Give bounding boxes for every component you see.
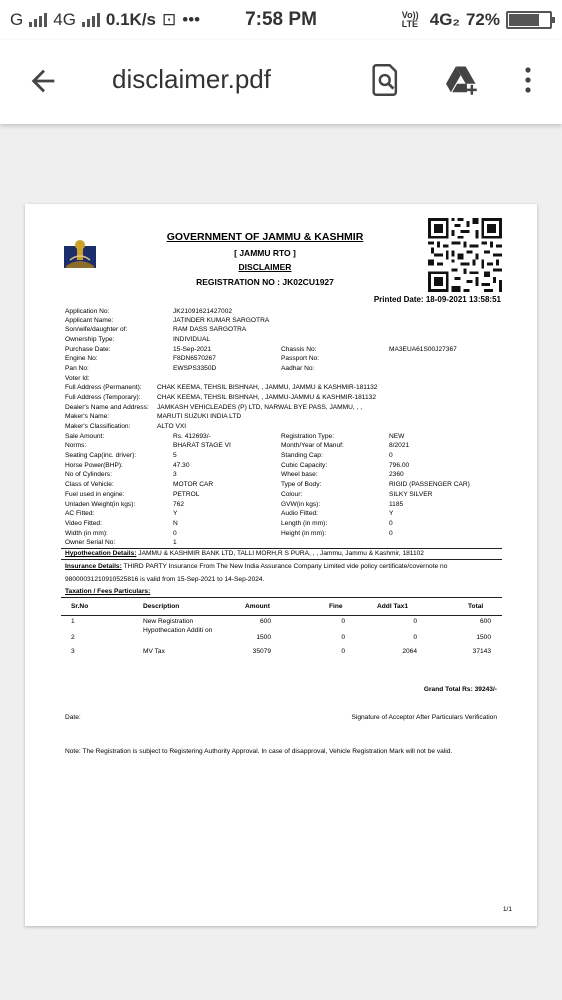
table-cell: New Registration bbox=[143, 618, 194, 625]
registration-number: REGISTRATION NO : JK02CU1927 bbox=[196, 277, 334, 287]
field-label: Colour: bbox=[281, 491, 303, 498]
table-cell: 3 bbox=[71, 648, 75, 655]
table-cell: Hypothecation Additi on bbox=[143, 627, 213, 634]
field-value: INDIVIDUAL bbox=[173, 336, 211, 343]
insurance-label: Insurance Details: THIRD PARTY Insurance From The New India Assurance Company Limited vide policy certificate/covernote no bbox=[65, 563, 448, 570]
divider bbox=[61, 615, 502, 616]
field-value: 1 bbox=[173, 539, 177, 546]
field-label: Applicant Name: bbox=[65, 317, 114, 324]
qr-code-icon bbox=[428, 218, 502, 292]
field-value: ALTO VXI bbox=[157, 423, 187, 430]
field-label: Application No: bbox=[65, 308, 110, 315]
disclaimer-label: DISCLAIMER bbox=[238, 262, 292, 272]
table-cell: 0 bbox=[341, 648, 345, 655]
table-cell: 600 bbox=[479, 618, 491, 625]
field-value: 0 bbox=[389, 530, 393, 537]
field-value: 47.30 bbox=[173, 462, 190, 469]
back-arrow-icon[interactable] bbox=[26, 64, 60, 98]
field-label: GVW(in kgs): bbox=[281, 501, 321, 508]
search-document-icon bbox=[371, 64, 401, 96]
field-label: Aadhar No: bbox=[281, 365, 315, 372]
table-cell: 0 bbox=[341, 634, 345, 641]
signal-icon-2 bbox=[82, 13, 100, 27]
document-title: disclaimer.pdf bbox=[112, 64, 271, 94]
field-label: Dealer's Name and Address: bbox=[65, 404, 149, 411]
table-header-cell: Addl Tax1 bbox=[377, 603, 409, 610]
table-cell: 1500 bbox=[476, 634, 491, 641]
note-text: Note: The Registration is subject to Registering Authority Approval. In case of disapproval, Vehicle Registration Mark will not be valid. bbox=[65, 748, 453, 755]
more-options-button[interactable] bbox=[510, 62, 546, 98]
data-speed: 0.1K/s bbox=[105, 10, 157, 29]
field-value: Y bbox=[389, 510, 394, 517]
field-value: Rs. 412693/- bbox=[173, 433, 211, 440]
insurance-value-2: 98000031210910525816 is valid from 15-Sep-2021 to 14-Sep-2024. bbox=[65, 576, 265, 583]
field-label: Pan No: bbox=[65, 365, 89, 372]
network-label: 4G bbox=[53, 10, 76, 29]
field-value: JATINDER KUMAR SARGOTRA bbox=[173, 317, 270, 324]
field-label: Full Address (Permanent): bbox=[65, 384, 142, 391]
clock: 7:58 PM bbox=[245, 9, 317, 30]
field-value: 8/2021 bbox=[389, 442, 410, 449]
field-value: CHAK KEEMA, TEHSIL BISHNAH, , JAMMU-JAMMU & KASHMIR-181132 bbox=[157, 394, 376, 401]
document-heading: GOVERNMENT OF JAMMU & KASHMIR bbox=[166, 231, 364, 243]
printed-date: Printed Date: 18-09-2021 13:58:51 bbox=[373, 295, 501, 304]
insurance-value: THIRD PARTY Insurance From The New India Assurance Company Limited vide policy certificate/covernote no bbox=[123, 563, 448, 570]
field-label: Norms: bbox=[65, 442, 87, 449]
field-label: Sale Amount: bbox=[65, 433, 105, 440]
drive-add-icon bbox=[444, 64, 480, 96]
field-label: Owner Serial No: bbox=[65, 539, 116, 546]
field-label: Class of Vehicle: bbox=[65, 481, 114, 488]
table-cell: 1 bbox=[71, 618, 75, 625]
field-value: MARUTI SUZUKI INDIA LTD bbox=[157, 413, 242, 420]
field-label: Purchase Date: bbox=[65, 346, 111, 353]
notification-icon: ⊡ bbox=[162, 10, 177, 29]
table-header-cell: Amount bbox=[245, 603, 270, 610]
table-cell: MV Tax bbox=[143, 648, 165, 655]
taxation-label: Taxation / Fees Particulars: bbox=[65, 588, 151, 595]
table-header-cell: Sr.No bbox=[71, 603, 89, 610]
field-label: Seating Cap(inc. driver): bbox=[65, 452, 137, 459]
table-header-cell: Description bbox=[143, 603, 180, 610]
field-value: Y bbox=[173, 510, 178, 517]
field-label: Width (in mm): bbox=[65, 530, 108, 537]
field-label: Maker's Name: bbox=[65, 413, 110, 420]
field-value: 5 bbox=[173, 452, 177, 459]
table-header-cell: Fine bbox=[329, 603, 343, 610]
battery-percent: 72% bbox=[465, 10, 500, 29]
field-value: MOTOR CAR bbox=[173, 481, 214, 488]
table-cell: 2 bbox=[71, 634, 75, 641]
field-value: N bbox=[173, 520, 178, 527]
field-value: NEW bbox=[389, 433, 405, 440]
table-cell: 600 bbox=[259, 618, 271, 625]
field-value: PETROL bbox=[173, 491, 200, 498]
field-value: RIGID (PASSENGER CAR) bbox=[389, 481, 470, 488]
more-notifications-icon: ••• bbox=[182, 10, 201, 29]
field-value: BHARAT STAGE VI bbox=[173, 442, 231, 449]
carrier-label: G bbox=[10, 10, 24, 29]
field-value: 0 bbox=[389, 520, 393, 527]
field-value: RAM DASS SARGOTRA bbox=[173, 326, 247, 333]
field-value: JAMKASH VEHICLEADES (P) LTD, NARWAL BYE PASS, JAMMU, , , bbox=[157, 404, 363, 411]
app-bar bbox=[0, 40, 562, 124]
table-cell: 35079 bbox=[252, 648, 271, 655]
field-label: Voter Id: bbox=[65, 375, 90, 382]
status-bar bbox=[0, 0, 562, 40]
divider bbox=[61, 597, 502, 598]
field-label: Video Fitted: bbox=[65, 520, 102, 527]
grand-total: Grand Total Rs: 39243/- bbox=[423, 686, 497, 693]
field-label: Unladen Weight(in kgs): bbox=[65, 501, 136, 508]
field-value: 1185 bbox=[389, 501, 404, 508]
rto-label: [ JAMMU RTO ] bbox=[234, 248, 296, 258]
field-value: 796.00 bbox=[389, 462, 410, 469]
pdf-page[interactable] bbox=[25, 204, 537, 926]
field-label: Passport No: bbox=[281, 355, 320, 362]
field-label: Ownership Type: bbox=[65, 336, 115, 343]
volte-icon: Vo)) LTE bbox=[401, 10, 419, 29]
field-label: Registration Type: bbox=[281, 433, 335, 440]
field-value: 0 bbox=[173, 530, 177, 537]
field-value: 0 bbox=[389, 452, 393, 459]
field-label: Cubic Capacity: bbox=[281, 462, 328, 469]
field-label: Chassis No: bbox=[281, 346, 317, 353]
table-cell: 0 bbox=[341, 618, 345, 625]
field-label: Length (in mm): bbox=[281, 520, 328, 527]
table-cell: 0 bbox=[413, 618, 417, 625]
hypothecation-label: Hypothecation Details: JAMMU & KASHMIR BANK LTD, TALLI MORH,R S PURA, , , Jammu, Jammu & Kashmir, 181102 bbox=[65, 550, 424, 557]
field-label: Fuel used in engine: bbox=[65, 491, 125, 498]
field-label: Engine No: bbox=[65, 355, 98, 362]
field-label: No of Cylinders: bbox=[65, 471, 112, 478]
add-to-drive-button[interactable] bbox=[444, 62, 480, 98]
field-label: Height (in mm): bbox=[281, 530, 327, 537]
signal-icon bbox=[29, 13, 47, 27]
search-in-document-button[interactable] bbox=[368, 62, 404, 98]
field-value: CHAK KEEMA, TEHSIL BISHNAH, , JAMMU, JAMMU & KASHMIR-181132 bbox=[157, 384, 378, 391]
network-label-2: 4G₂ bbox=[429, 10, 460, 29]
field-label: Horse Power(BHP): bbox=[65, 462, 123, 469]
divider bbox=[61, 559, 502, 560]
field-label: Month/Year of Manuf: bbox=[281, 442, 344, 449]
field-value: JK21091621427002 bbox=[173, 308, 233, 315]
field-value: SILKY SILVER bbox=[389, 491, 433, 498]
field-value: 3 bbox=[173, 471, 177, 478]
field-value: EWSPS3350D bbox=[173, 365, 217, 372]
page-number: 1/1 bbox=[502, 906, 512, 913]
more-vert-icon bbox=[524, 67, 532, 93]
field-label: Maker's Classification: bbox=[65, 423, 131, 430]
battery-icon bbox=[506, 11, 552, 29]
field-label: Son/wife/daughter of: bbox=[65, 326, 128, 333]
field-value: F8DN6570267 bbox=[173, 355, 216, 362]
field-label: Audio Fitted: bbox=[281, 510, 319, 517]
date-label: Date: bbox=[65, 714, 81, 721]
jk-emblem-icon bbox=[62, 238, 98, 274]
table-cell: 37143 bbox=[472, 648, 491, 655]
field-label: AC Fitted: bbox=[65, 510, 95, 517]
hypothecation-value: JAMMU & KASHMIR BANK LTD, TALLI MORH,R S PURA, , , Jammu, Jammu & Kashmir, 181102 bbox=[138, 550, 424, 557]
table-cell: 2064 bbox=[402, 648, 417, 655]
field-label: Full Address (Temporary): bbox=[65, 394, 141, 401]
field-label: Wheel base: bbox=[281, 471, 318, 478]
field-value: 2360 bbox=[389, 471, 404, 478]
field-label: Standing Cap: bbox=[281, 452, 323, 459]
signature-label: Signature of Acceptor After Particulars Verification bbox=[351, 714, 497, 721]
field-value: MA3EUA61S00J27367 bbox=[389, 346, 457, 353]
field-label: Type of Body: bbox=[281, 481, 322, 488]
field-value: 762 bbox=[173, 501, 185, 508]
table-cell: 0 bbox=[413, 634, 417, 641]
table-header-cell: Total bbox=[468, 603, 484, 610]
field-value: 15-Sep-2021 bbox=[173, 346, 212, 353]
table-cell: 1500 bbox=[256, 634, 271, 641]
